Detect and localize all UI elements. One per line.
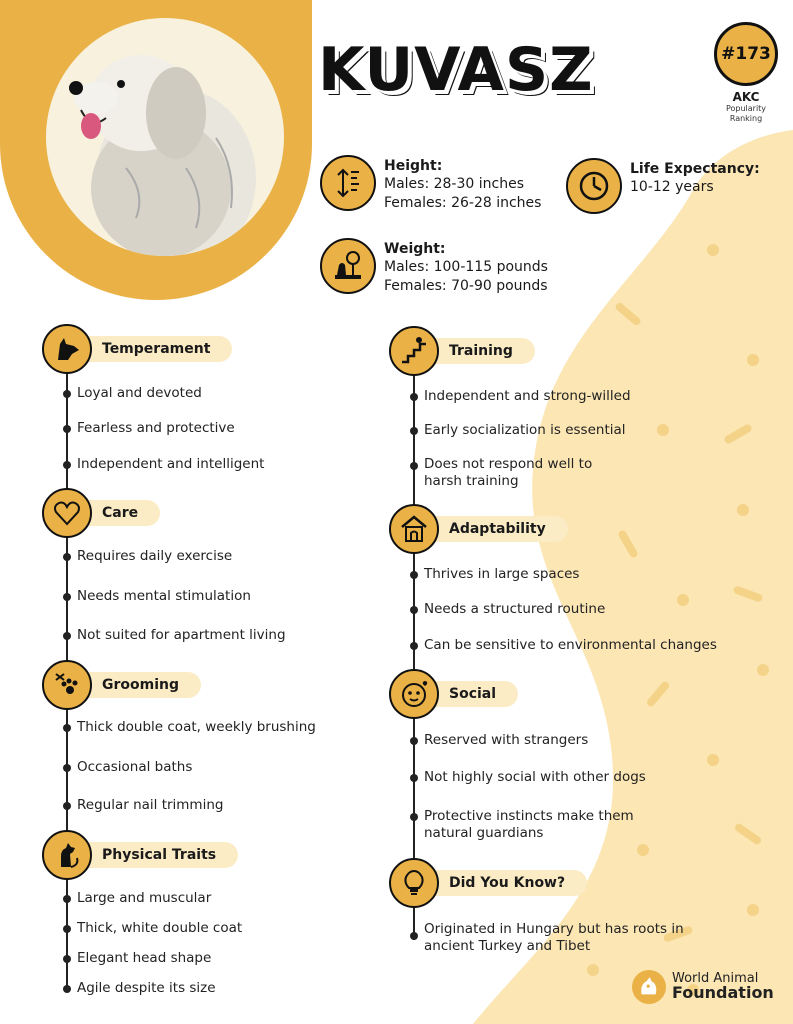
ranking-sub-2: Ranking bbox=[729, 113, 763, 123]
height-females: Females: 26-28 inches bbox=[384, 195, 542, 211]
list-item: Large and muscular bbox=[77, 890, 212, 906]
scale-icon bbox=[320, 238, 376, 294]
grooming-icon bbox=[42, 660, 92, 710]
footer-line-1: World Animal bbox=[672, 970, 759, 986]
section-physical-traits bbox=[42, 830, 238, 880]
height-icon bbox=[320, 155, 376, 211]
list-item: Can be sensitive to environmental changes bbox=[424, 637, 717, 653]
weight-stat bbox=[320, 238, 548, 296]
foundation-logo-icon bbox=[632, 970, 666, 1004]
physical-traits-heading: Physical Traits bbox=[78, 842, 238, 868]
list-item: Not highly social with other dogs bbox=[424, 769, 646, 785]
list-item: Elegant head shape bbox=[77, 950, 212, 966]
grooming-heading: Grooming bbox=[78, 672, 201, 698]
list-item: Protective instincts make them bbox=[424, 808, 634, 824]
training-heading: Training bbox=[425, 338, 535, 364]
section-grooming bbox=[42, 660, 201, 710]
temperament-heading: Temperament bbox=[78, 336, 232, 362]
list-item: Does not respond well to bbox=[424, 456, 593, 472]
section-adaptability bbox=[389, 504, 568, 554]
list-item-continuation: natural guardians bbox=[424, 825, 544, 841]
life-expectancy-value: 10-12 years bbox=[630, 179, 714, 195]
list-item: Requires daily exercise bbox=[77, 548, 233, 564]
list-item-continuation: ancient Turkey and Tibet bbox=[424, 938, 591, 954]
section-did-you-know bbox=[389, 858, 587, 908]
list-item: Occasional baths bbox=[77, 759, 193, 775]
right-timeline bbox=[413, 362, 415, 940]
list-item: Thick, white double coat bbox=[77, 920, 243, 936]
ranking-label: AKC bbox=[732, 90, 760, 104]
popularity-ranking bbox=[706, 22, 786, 123]
list-item: Loyal and devoted bbox=[77, 385, 202, 401]
heart-icon bbox=[42, 488, 92, 538]
weight-females: Females: 70-90 pounds bbox=[384, 278, 548, 294]
lightbulb-icon bbox=[389, 858, 439, 908]
weight-males: Males: 100-115 pounds bbox=[384, 259, 548, 275]
training-icon bbox=[389, 326, 439, 376]
list-item: Reserved with strangers bbox=[424, 732, 589, 748]
dog-illustration bbox=[46, 18, 284, 256]
weight-heading: Weight: bbox=[384, 241, 446, 257]
list-item: Independent and intelligent bbox=[77, 456, 265, 472]
section-care bbox=[42, 488, 160, 538]
dog-icon bbox=[46, 18, 284, 256]
sitting-dog-icon bbox=[42, 830, 92, 880]
ranking-sub-1: Popularity bbox=[725, 104, 767, 113]
list-item: Thick double coat, weekly brushing bbox=[77, 719, 316, 735]
footer-line-2: Foundation bbox=[672, 983, 774, 1003]
social-dog-icon bbox=[389, 669, 439, 719]
section-temperament bbox=[42, 324, 232, 374]
list-item: Fearless and protective bbox=[77, 420, 235, 436]
life-expectancy-stat bbox=[566, 158, 760, 214]
hero bbox=[0, 0, 312, 300]
height-stat bbox=[320, 155, 541, 213]
list-item: Needs a structured routine bbox=[424, 601, 606, 617]
section-training bbox=[389, 326, 535, 376]
adaptability-heading: Adaptability bbox=[425, 516, 568, 542]
list-item: Originated in Hungary but has roots in bbox=[424, 921, 684, 937]
height-heading: Height: bbox=[384, 158, 443, 174]
height-males: Males: 28-30 inches bbox=[384, 176, 524, 192]
did-you-know-heading: Did You Know? bbox=[425, 870, 587, 896]
list-item: Thrives in large spaces bbox=[424, 566, 580, 582]
list-item: Needs mental stimulation bbox=[77, 588, 251, 604]
list-item: Not suited for apartment living bbox=[77, 627, 286, 643]
list-item: Agile despite its size bbox=[77, 980, 216, 996]
list-item: Regular nail trimming bbox=[77, 797, 224, 813]
ranking-badge: #173 bbox=[714, 22, 778, 86]
list-item: Early socialization is essential bbox=[424, 422, 626, 438]
social-heading: Social bbox=[425, 681, 518, 707]
clock-icon bbox=[566, 158, 622, 214]
list-item: Independent and strong-willed bbox=[424, 388, 631, 404]
life-expectancy-heading: Life Expectancy: bbox=[630, 161, 760, 177]
list-item-continuation: harsh training bbox=[424, 473, 519, 489]
page-title: KUVASZ bbox=[318, 35, 594, 105]
dog-house-icon bbox=[389, 504, 439, 554]
dog-head-icon bbox=[42, 324, 92, 374]
section-social bbox=[389, 669, 518, 719]
care-heading: Care bbox=[78, 500, 160, 526]
footer-brand bbox=[632, 970, 774, 1004]
